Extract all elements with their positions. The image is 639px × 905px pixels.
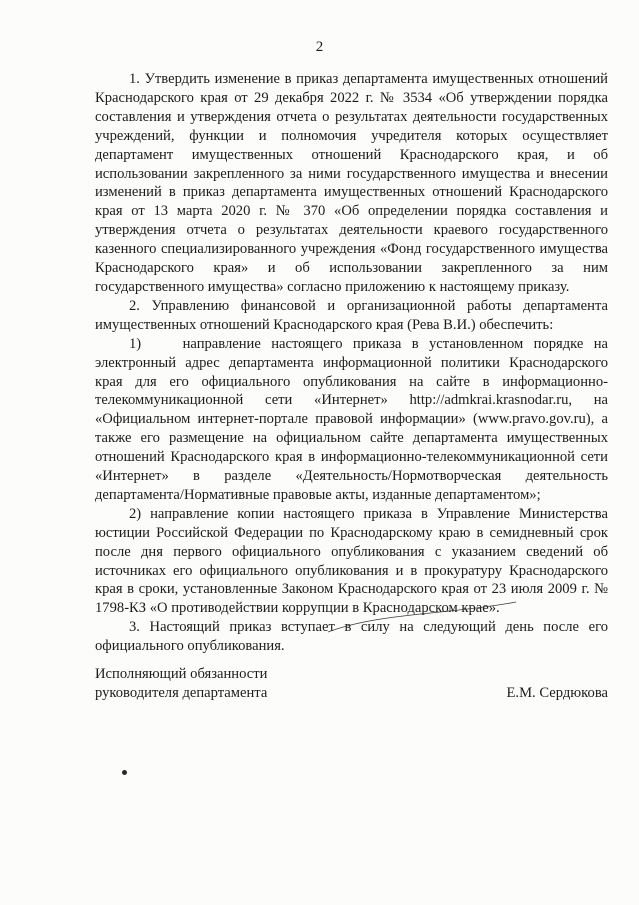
paragraph-item-3: 3. Настоящий приказ вступает в силу на следующий день после его официального опубликования. [95,619,608,655]
scan-dot-mark [122,770,127,775]
paragraph-item-1: 1. Утвердить изменение в приказ департамента имущественных отношений Краснодарского края от 29 декабря 2022 г. № 3534 «Об утверждении порядка составления и утверждения отчета о результатах деятельности государственных учреждений, функции и полномочия учредителя которых осуществляет департамент имущественных отношений Краснодарского края, и об использовании закрепленного за ними государственного имущества и внесении изменений в приказ департамента имущественных отношений Краснодарского края от 13 марта 2020 г. № 370 «Об определении порядка составления и утверждения отчета о результатах деятельности краевого государственного казенного специализированного учреждения «Фонд государственного имущества Краснодарского края» и об использовании закрепленного за ним государственного имущества» согласно приложению к настоящему приказу. [95,71,608,295]
signatory-position [95,665,267,703]
paragraph-subitem-1: 1) направление настоящего приказа в установленном порядке на электронный адрес департамента информационной политики Краснодарского края для его официального опубликования на сайте в информационно-телекоммуникационной сети «Интернет» http://admkrai.krasnodar.ru, на «Официальном интернет-портале правовой информации» (www.pravo.gov.ru), а также его размещение на официальном сайте департамента имущественных отношений Краснодарского края в информационно-телекоммуникационной сети «Интернет» в разделе «Деятельность/Нормотворческая деятельность департамента/Нормативные правовые акты, изданные департаментом»; [95,335,608,503]
page-number: 2 [315,39,324,55]
document-body [95,70,608,656]
paragraph-item-2: 2. Управлению финансовой и организационной работы департамента имущественных отношений Краснодарского края (Рева В.И.) обеспечить: [95,297,608,333]
signatory-name: Е.М. Сердюкова [506,685,608,701]
signature-pen-stroke [320,598,520,638]
paragraph-subitem-2: 2) направление копии настоящего приказа в Управление Министерства юстиции Российской Федерации по Краснодарскому краю в семидневный срок после дня первого официального опубликования с указанием сведений об источниках его официального опубликования и в прокуратуру Краснодарского края в сроки, установленные Законом Краснодарского края от 23 июля 2009 г. № 1798-КЗ «О противодействии коррупции в Краснодарском крае». [95,505,608,617]
signatory-position-line-2: руководителя департамента [95,685,268,701]
signatory-position-line-1: Исполняющий обязанности [95,666,268,682]
